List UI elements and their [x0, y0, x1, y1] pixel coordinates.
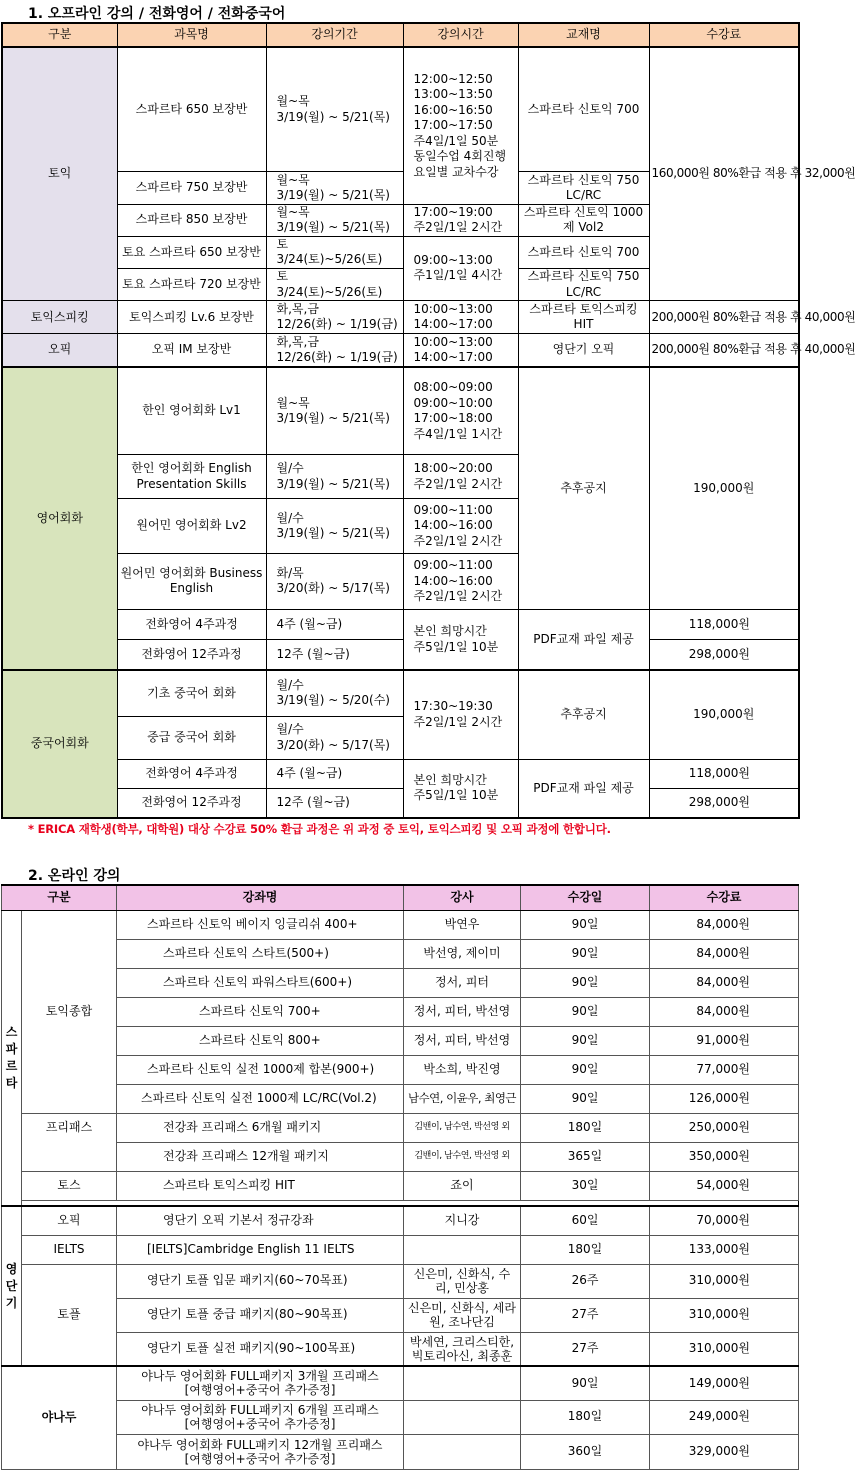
- course-fee: 190,000원: [649, 670, 799, 760]
- lecture-name: 스파르타 토익스피킹 HIT: [117, 1171, 404, 1200]
- course-name: 토요 스파르타 720 보장반: [117, 268, 266, 300]
- lecture-teacher: 죠이: [404, 1171, 521, 1200]
- course-name: 기초 중국어 회화: [117, 670, 266, 716]
- lecture-name: 스파르타 신토익 파워스타트(600+): [117, 968, 404, 997]
- lecture-days: 90일: [521, 1026, 650, 1055]
- course-book: 스파르타 신토익 700: [518, 47, 649, 172]
- course-book: 스파르타 신토익 750 LC/RC: [518, 172, 649, 204]
- table-row: [2, 759, 799, 788]
- header-time: 강의시간: [403, 23, 518, 47]
- lecture-name: 영단기 토플 실전 패키지(90~100목표): [117, 1332, 404, 1366]
- table-row: [2, 301, 799, 334]
- course-name: 중급 중국어 회화: [117, 716, 266, 759]
- lecture-teacher: 지니강: [404, 1206, 521, 1235]
- course-name: 스파르타 850 보장반: [117, 204, 266, 236]
- lecture-days: 360일: [521, 1434, 650, 1469]
- header-course: 과목명: [117, 23, 266, 47]
- course-fee: 118,000원: [649, 610, 799, 640]
- course-period: 화/목 3/20(화) ~ 5/17(목): [266, 553, 403, 609]
- course-book: 스파르타 신토익 700: [518, 236, 649, 268]
- lecture-fee: 84,000원: [650, 910, 799, 939]
- course-name: 스파르타 750 보장반: [117, 172, 266, 204]
- course-name: 원어민 영어회화 Lv2: [117, 499, 266, 553]
- category-cell: 토익: [2, 47, 117, 301]
- course-time: 10:00~13:00 14:00~17:00: [403, 301, 518, 334]
- table-row: [2, 1142, 799, 1171]
- lecture-fee: 133,000원: [650, 1235, 799, 1264]
- course-time: 09:00~11:00 14:00~16:00 주2일/1일 2시간: [403, 499, 518, 553]
- header-teacher: 강사: [404, 885, 521, 910]
- lecture-teacher: 박연우: [404, 910, 521, 939]
- lecture-name: 스파르타 신토익 실전 1000제 합본(900+): [117, 1055, 404, 1084]
- course-fee: 298,000원: [649, 640, 799, 670]
- lecture-teacher: 신은미, 신화식, 세라 원, 조나단김: [404, 1298, 521, 1332]
- lecture-fee: 54,000원: [650, 1171, 799, 1200]
- course-book: 스파르타 토익스피킹 HIT: [518, 301, 649, 334]
- group-cell: 토익종합: [22, 910, 117, 1113]
- lecture-days: 27주: [521, 1332, 650, 1366]
- group-cell-empty: [22, 1142, 117, 1171]
- course-time: 본인 희망시간 주5일/1일 10분: [403, 759, 518, 818]
- table-row: [2, 789, 799, 818]
- lecture-name: 스파르타 신토익 스타트(500+): [117, 939, 404, 968]
- course-name: 전화영어 4주과정: [117, 610, 266, 640]
- header-book: 교재명: [518, 23, 649, 47]
- course-period: 월/수 3/19(월) ~ 5/20(수): [266, 670, 403, 716]
- course-name: 오픽 IM 보장반: [117, 334, 266, 367]
- course-period: 12주 (월~금): [266, 640, 403, 670]
- lecture-teacher: 김밴이, 남수연, 박선영 외: [404, 1142, 521, 1171]
- header-period: 강의기간: [266, 23, 403, 47]
- lecture-teacher: 정서, 피터, 박선영: [404, 997, 521, 1026]
- lecture-fee: 250,000원: [650, 1113, 799, 1142]
- header-lecture: 강좌명: [117, 885, 404, 910]
- lecture-name: 전강좌 프리패스 12개월 패키지: [117, 1142, 404, 1171]
- table-row: [2, 47, 799, 172]
- group-cell: IELTS: [22, 1235, 117, 1264]
- table-row: [2, 997, 799, 1026]
- table-row: [2, 1206, 799, 1235]
- course-time: 09:00~13:00 주1일/1일 4시간: [403, 236, 518, 300]
- course-period: 토 3/24(토)~5/26(토): [266, 236, 403, 268]
- table-row: [2, 1113, 799, 1142]
- lecture-name: 스파르타 신토익 실전 1000제 LC/RC(Vol.2): [117, 1084, 404, 1113]
- lecture-fee: 84,000원: [650, 939, 799, 968]
- table-row: [2, 939, 799, 968]
- course-book: 영단기 오픽: [518, 334, 649, 367]
- course-period: 월~목 3/19(월) ~ 5/21(목): [266, 367, 403, 455]
- table-row: [2, 1171, 799, 1200]
- lecture-teacher: 남수연, 이윤우, 최영근: [404, 1084, 521, 1113]
- table-row: [2, 910, 799, 939]
- course-time: 10:00~13:00 14:00~17:00: [403, 334, 518, 367]
- lecture-days: 90일: [521, 1366, 650, 1400]
- lecture-days: 180일: [521, 1113, 650, 1142]
- course-book: PDF교재 파일 제공: [518, 610, 649, 670]
- lecture-teacher: 신은미, 신화식, 수 리, 민상홍: [404, 1264, 521, 1298]
- course-fee: 200,000원 80%환급 적용 후 40,000원: [649, 301, 799, 334]
- lecture-name: 전강좌 프리패스 6개월 패키지: [117, 1113, 404, 1142]
- lecture-fee: 329,000원: [650, 1434, 799, 1469]
- lecture-name: 스파르타 신토익 700+: [117, 997, 404, 1026]
- lecture-fee: 310,000원: [650, 1332, 799, 1366]
- lecture-days: 90일: [521, 939, 650, 968]
- lecture-days: 90일: [521, 997, 650, 1026]
- table-header-row: [2, 23, 799, 47]
- course-period: 4주 (월~금): [266, 610, 403, 640]
- course-name: 스파르타 650 보장반: [117, 47, 266, 172]
- category-cell: 오픽: [2, 334, 117, 367]
- lecture-days: 90일: [521, 968, 650, 997]
- lecture-fee: 310,000원: [650, 1264, 799, 1298]
- course-period: 월~목 3/19(월) ~ 5/21(목): [266, 47, 403, 172]
- course-period: 월/수 3/19(월) ~ 5/21(목): [266, 499, 403, 553]
- course-period: 토 3/24(토)~5/26(토): [266, 268, 403, 300]
- lecture-teacher-empty: [404, 1400, 521, 1434]
- course-period: 12주 (월~금): [266, 789, 403, 818]
- course-name: 전화영어 12주과정: [117, 789, 266, 818]
- lecture-teacher-empty: [404, 1366, 521, 1400]
- lecture-days: 60일: [521, 1206, 650, 1235]
- course-time: 08:00~09:00 09:00~10:00 17:00~18:00 주4일/1일 1시간: [403, 367, 518, 455]
- brand-yanadoo: 야나두: [2, 1366, 117, 1469]
- lecture-days: 90일: [521, 1055, 650, 1084]
- group-cell: 프리패스: [22, 1113, 117, 1142]
- group-cell: 토스: [22, 1171, 117, 1200]
- course-book: 추후공지: [518, 670, 649, 760]
- category-cell: 토익스피킹: [2, 301, 117, 334]
- table-row: [2, 1298, 799, 1332]
- lecture-name: [IELTS]Cambridge English 11 IELTS: [117, 1235, 404, 1264]
- header-fee: 수강료: [650, 885, 799, 910]
- lecture-name: 스파르타 신토익 베이지 잉글리쉬 400+: [117, 910, 404, 939]
- lecture-teacher: 박선영, 제이미: [404, 939, 521, 968]
- course-book: PDF교재 파일 제공: [518, 759, 649, 818]
- course-period: 월/수 3/20(화) ~ 5/17(목): [266, 716, 403, 759]
- course-fee: 160,000원 80%환급 적용 후 32,000원: [649, 47, 799, 301]
- course-period: 월~목 3/19(월) ~ 5/21(목): [266, 172, 403, 204]
- table-row: [2, 968, 799, 997]
- category-cell: 중국어회화: [2, 670, 117, 818]
- lecture-teacher: 정서, 피터: [404, 968, 521, 997]
- course-name: 한인 영어회화 English Presentation Skills: [117, 455, 266, 499]
- course-time: 17:00~19:00 주2일/1일 2시간: [403, 204, 518, 236]
- table-row: [2, 1366, 799, 1400]
- lecture-name: 스파르타 신토익 800+: [117, 1026, 404, 1055]
- group-cell: 토플: [22, 1264, 117, 1366]
- lecture-days: 30일: [521, 1171, 650, 1200]
- lecture-name: 영단기 오픽 기본서 정규강좌: [117, 1206, 404, 1235]
- course-book: 추후공지: [518, 367, 649, 609]
- lecture-fee: 310,000원: [650, 1298, 799, 1332]
- lecture-days: 365일: [521, 1142, 650, 1171]
- course-fee: 298,000원: [649, 789, 799, 818]
- category-cell: 영어회화: [2, 367, 117, 670]
- lecture-days: 90일: [521, 1084, 650, 1113]
- lecture-name: 야나두 영어회화 FULL패키지 6개월 프리패스 [여행영어+중국어 추가증정]: [117, 1400, 404, 1434]
- lecture-fee: 350,000원: [650, 1142, 799, 1171]
- lecture-teacher: 김밴이, 남수연, 박선영 외: [404, 1113, 521, 1142]
- course-name: 토익스피킹 Lv.6 보장반: [117, 301, 266, 334]
- course-name: 전화영어 4주과정: [117, 759, 266, 788]
- course-period: 화,목,금 12/26(화) ~ 1/19(금): [266, 334, 403, 367]
- lecture-name: 야나두 영어회화 FULL패키지 12개월 프리패스 [여행영어+중국어 추가증정]: [117, 1434, 404, 1469]
- course-time: 12:00~12:50 13:00~13:50 16:00~16:50 17:00~17:50 주4일/1일 50분 동일수업 4회진행 요일별 교차수강: [403, 47, 518, 204]
- lecture-fee: 77,000원: [650, 1055, 799, 1084]
- course-name: 원어민 영어회화 Business English: [117, 553, 266, 609]
- table-row: [2, 610, 799, 640]
- online-course-table: [1, 884, 799, 1470]
- course-time: 본인 희망시간 주5일/1일 10분: [403, 610, 518, 670]
- course-time: 18:00~20:00 주2일/1일 2시간: [403, 455, 518, 499]
- group-cell: 오픽: [22, 1206, 117, 1235]
- lecture-fee: 84,000원: [650, 997, 799, 1026]
- lecture-fee: 249,000원: [650, 1400, 799, 1434]
- offline-course-table: [1, 22, 855, 819]
- table-row: [2, 1434, 799, 1469]
- table-row: [2, 334, 799, 367]
- table-row: [2, 1400, 799, 1434]
- table-row: [2, 1055, 799, 1084]
- lecture-teacher: 박소희, 박진영: [404, 1055, 521, 1084]
- lecture-name: 영단기 토플 중급 패키지(80~90목표): [117, 1298, 404, 1332]
- lecture-name: 야나두 영어회화 FULL패키지 3개월 프리패스 [여행영어+중국어 추가증정]: [117, 1366, 404, 1400]
- lecture-teacher: 정서, 피터, 박선영: [404, 1026, 521, 1055]
- section2-title: 2. 온라인 강의: [28, 868, 121, 884]
- course-name: 토요 스파르타 650 보장반: [117, 236, 266, 268]
- course-fee: 118,000원: [649, 759, 799, 788]
- lecture-fee: 149,000원: [650, 1366, 799, 1400]
- header-fee: 수강료: [649, 23, 799, 47]
- brand-sparta: 스 파 르 타: [2, 910, 22, 1206]
- table-row: [2, 670, 799, 716]
- lecture-teacher: [404, 1235, 521, 1264]
- lecture-teacher: 박세연, 크리스티한, 빅토리아신, 최종훈: [404, 1332, 521, 1366]
- lecture-days: 180일: [521, 1235, 650, 1264]
- course-period: 화,목,금 12/26(화) ~ 1/19(금): [266, 301, 403, 334]
- section1-title: 1. 오프라인 강의 / 전화영어 / 전화중국어: [28, 6, 286, 22]
- header-category: 구분: [2, 23, 117, 47]
- lecture-days: 27주: [521, 1298, 650, 1332]
- table-row: [2, 640, 799, 670]
- course-time: 09:00~11:00 14:00~16:00 주2일/1일 2시간: [403, 553, 518, 609]
- table-row: [2, 1235, 799, 1264]
- brand-yds: 영 단 기: [2, 1206, 22, 1366]
- lecture-teacher-empty: [404, 1434, 521, 1469]
- course-time: 17:30~19:30 주2일/1일 2시간: [403, 670, 518, 760]
- course-fee: 200,000원 80%환급 적용 후 40,000원: [649, 334, 799, 367]
- table-row: [2, 1332, 799, 1366]
- course-period: 월/수 3/19(월) ~ 5/21(목): [266, 455, 403, 499]
- header-category: 구분: [2, 885, 117, 910]
- lecture-days: 26주: [521, 1264, 650, 1298]
- lecture-fee: 84,000원: [650, 968, 799, 997]
- table-row: [2, 1026, 799, 1055]
- table-row: [2, 1084, 799, 1113]
- course-period: 월~목 3/19(월) ~ 5/21(목): [266, 204, 403, 236]
- lecture-fee: 126,000원: [650, 1084, 799, 1113]
- refund-note: * ERICA 재학생(학부, 대학원) 대상 수강료 50% 환급 과정은 위 과정 중 토익, 토익스피킹 및 오픽 과정에 한합니다.: [28, 822, 611, 836]
- header-days: 수강일: [521, 885, 650, 910]
- table-header-row: [2, 885, 799, 910]
- course-book: 스파르타 신토익 1000 제 Vol2: [518, 204, 649, 236]
- lecture-days: 90일: [521, 910, 650, 939]
- course-name: 한인 영어회화 Lv1: [117, 367, 266, 455]
- course-book: 스파르타 신토익 750 LC/RC: [518, 268, 649, 300]
- course-period: 4주 (월~금): [266, 759, 403, 788]
- table-row: [2, 1264, 799, 1298]
- lecture-fee: 70,000원: [650, 1206, 799, 1235]
- lecture-days: 180일: [521, 1400, 650, 1434]
- course-fee: 190,000원: [649, 367, 799, 609]
- course-name: 전화영어 12주과정: [117, 640, 266, 670]
- lecture-fee: 91,000원: [650, 1026, 799, 1055]
- lecture-name: 영단기 토플 입문 패키지(60~70목표): [117, 1264, 404, 1298]
- table-row: [2, 367, 799, 455]
